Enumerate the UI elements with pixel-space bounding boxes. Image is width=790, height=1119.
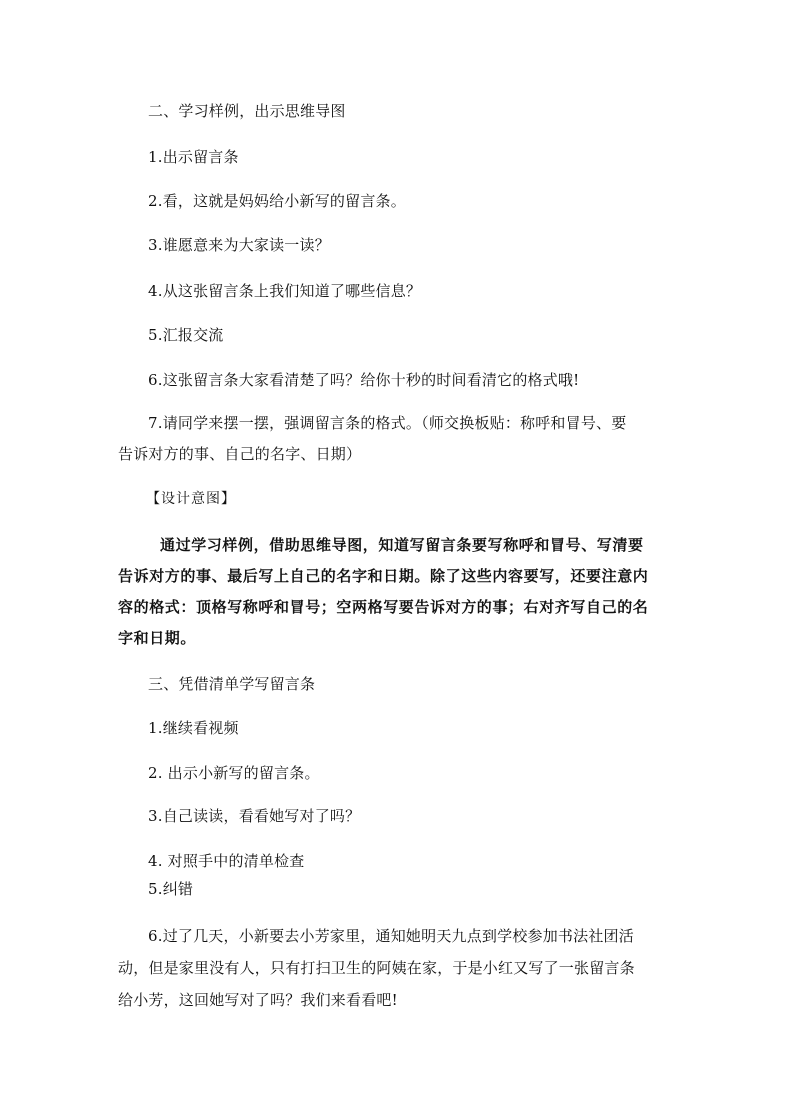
list-item-6-line-3: 给小芳，这回她写对了吗？我们来看看吧! [118,991,398,1009]
section-3-heading: 三、凭借清单学写留言条 [148,675,316,693]
list-item: 5.汇报交流 [148,326,224,344]
list-item-7-line-2: 告诉对方的事、自己的名字、日期） [118,445,362,463]
design-intent-line: 通过学习样例，借助思维导图，知道写留言条要写称呼和冒号、写清要 [160,536,644,554]
list-item: 3.谁愿意来为大家读一读？ [148,236,330,254]
design-intent-line: 告诉对方的事、最后写上自己的名字和日期。除了这些内容要写，还要注意内 [118,567,649,585]
list-item: 4. 对照手中的清单检查 [148,852,305,870]
list-item: 6.这张留言条大家看清楚了吗？给你十秒的时间看清它的格式哦! [148,371,580,389]
list-item: 2. 出示小新写的留言条。 [148,764,320,782]
list-item: 2.看，这就是妈妈给小新写的留言条。 [148,192,406,210]
list-item-6-line-1: 6.过了几天，小新要去小芳家里，通知她明天九点到学校参加书法社团活 [148,927,634,945]
design-intent-line: 字和日期。 [118,629,197,647]
design-intent-title: 【设计意图】 [146,491,236,507]
design-intent-line: 容的格式：顶格写称呼和冒号；空两格写要告诉对方的事；右对齐写自己的名 [118,598,649,616]
list-item-6-line-2: 动，但是家里没有人，只有打扫卫生的阿姨在家，于是小红又写了一张留言条 [118,959,635,977]
list-item: 1.继续看视频 [148,719,239,737]
section-2-heading: 二、学习样例，出示思维导图 [148,102,346,120]
list-item-7-line-1: 7.请同学来摆一摆，强调留言条的格式。（师交换板贴：称呼和冒号、要 [148,414,627,432]
list-item: 5.纠错 [148,880,194,898]
list-item: 1.出示留言条 [148,148,239,166]
list-item: 3.自己读读，看看她写对了吗？ [148,807,361,825]
list-item: 4.从这张留言条上我们知道了哪些信息？ [148,282,422,300]
